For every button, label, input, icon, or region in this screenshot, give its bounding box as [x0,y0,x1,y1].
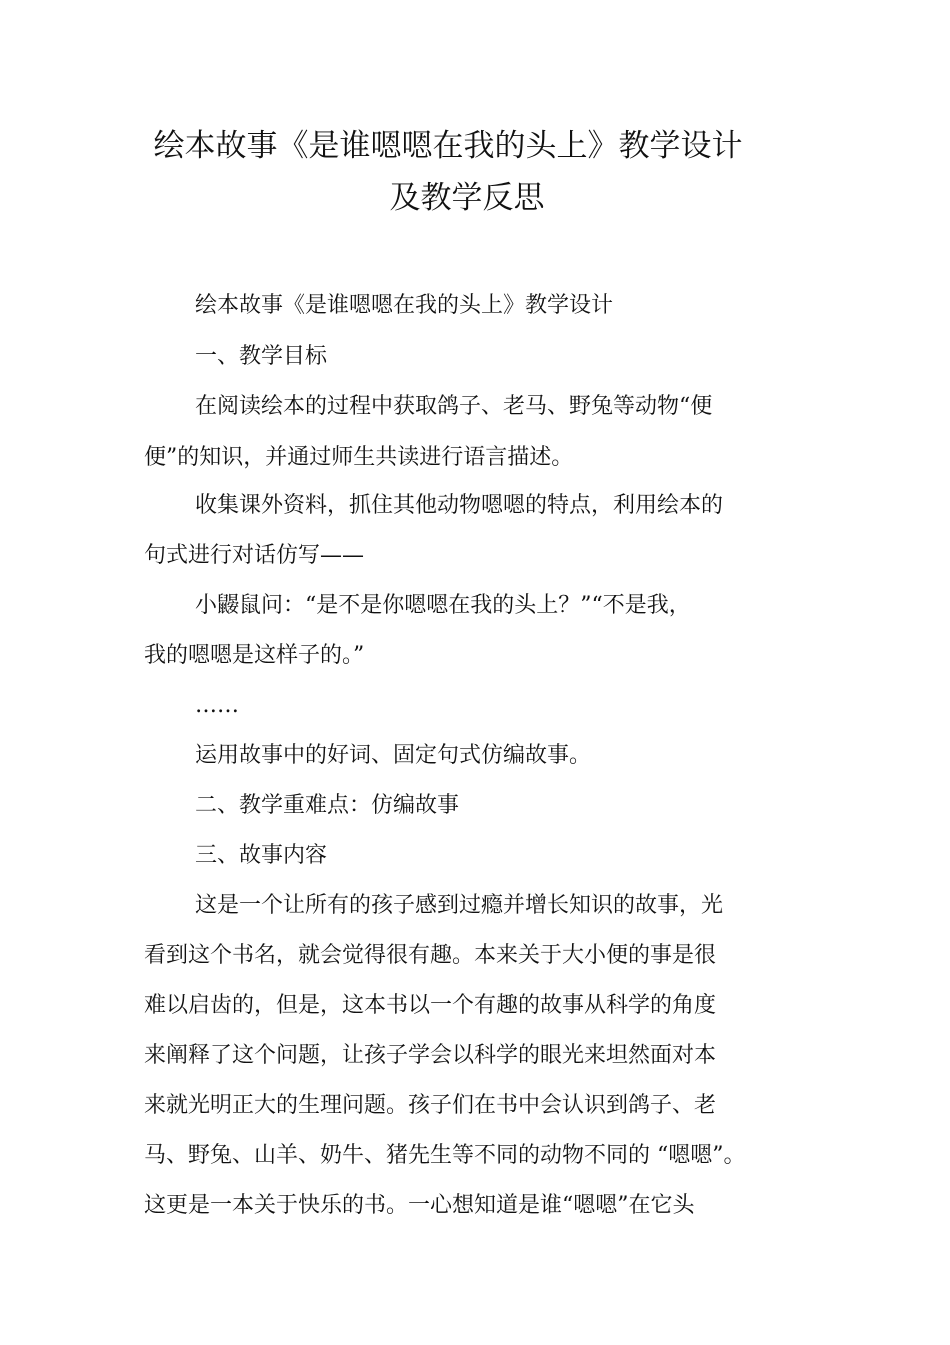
section-heading-difficulty: 二、教学重难点：仿编故事 [195,793,460,818]
paragraph-line: 在阅读绘本的过程中获取鸽子、老马、野兔等动物“便 [195,394,713,419]
section-heading-objectives: 一、教学目标 [195,344,328,369]
paragraph-line: 句式进行对话仿写—— [144,543,365,568]
paragraph-line: 这是一个让所有的孩子感到过瘾并增长知识的故事，光 [195,893,724,918]
paragraph-line: 来阐释了这个问题，让孩子学会以科学的眼光来坦然面对本 [144,1043,717,1068]
paragraph-line: 运用故事中的好词、固定句式仿编故事。 [195,743,592,768]
ellipsis: …… [195,693,239,718]
paragraph-line: 收集课外资料，抓住其他动物嗯嗯的特点，利用绘本的 [195,493,724,518]
paragraph-line: 看到这个书名，就会觉得很有趣。本来关于大小便的事是很 [144,943,717,968]
paragraph-line: 便”的知识，并通过师生共读进行语言描述。 [144,445,574,470]
paragraph-line: 我的嗯嗯是这样子的。” [144,643,365,668]
paragraph-line: 这更是一本关于快乐的书。一心想知道是谁“嗯嗯”在它头 [144,1193,695,1218]
page-title-line-2: 及教学反思 [389,180,545,216]
paragraph-line: 马、野兔、山羊、奶牛、猪先生等不同的动物不同的 “嗯嗯”。 [144,1143,746,1168]
subtitle: 绘本故事《是谁嗯嗯在我的头上》教学设计 [195,293,614,318]
section-heading-content: 三、故事内容 [195,843,328,868]
paragraph-line: 难以启齿的，但是，这本书以一个有趣的故事从科学的角度 [144,993,717,1018]
paragraph-line: 小鼹鼠问：“是不是你嗯嗯在我的头上？”“不是我， [195,593,691,618]
paragraph-line: 来就光明正大的生理问题。孩子们在书中会认识到鸽子、老 [144,1093,717,1118]
page-title-line-1: 绘本故事《是谁嗯嗯在我的头上》教学设计 [153,128,743,164]
